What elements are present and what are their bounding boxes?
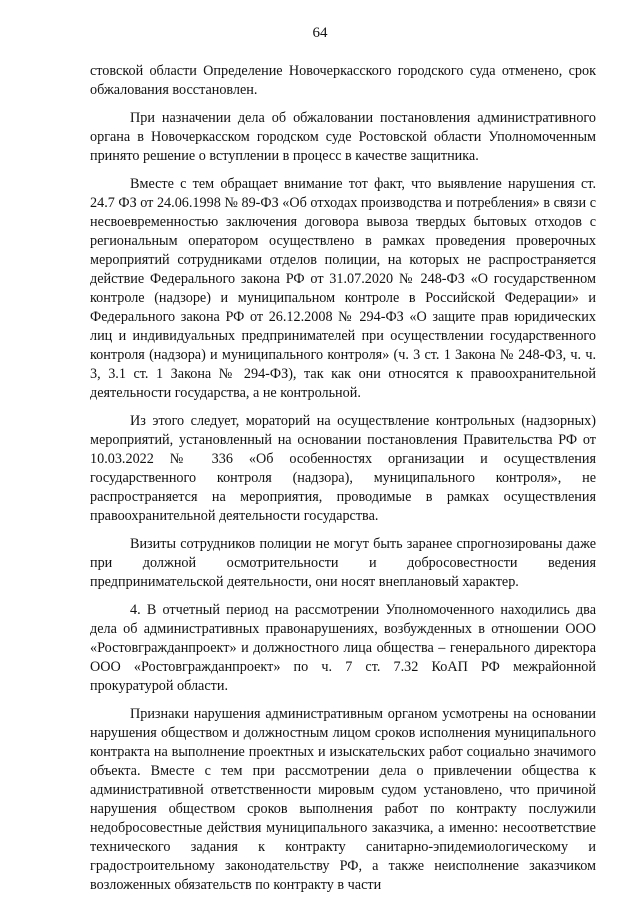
paragraph-police-visits: Визиты сотрудников полиции не могут быть заранее спрогнозированы даже при должной осмотрительности и добросовестности ведения предпринимательской деятельности, они носят внеплановый характер.: [90, 536, 596, 590]
paragraph-case-four: 4. В отчетный период на рассмотрении Уполномоченного находились два дела об административных правонарушениях, возбужденных в отношении ООО «Ростовгражданпроект» и должностного лица общества – генерального директора ООО «Ростовгражданпроект» по ч. 7 ст. 7.32 КоАП РФ межрайонной прокуратурой области.: [90, 602, 596, 694]
paragraph-police-inspection: Вместе с тем обращает внимание тот факт, что выявление нарушения ст. 24.7 ФЗ от 24.06.1998 № 89-ФЗ «Об отходах производства и потребления» в связи с несвоевременностью заключения договора вывоза твердых бытовых отходов с региональным оператором осуществлено в рамках проведения проверочных мероприятий сотрудниками отделов полиции, на которых не распространяется действие Федерального закона РФ от 31.07.2020 № 248-ФЗ «О государственном контроле (надзоре) и муниципальном контроле в Российской Федерации» и Федерального закона РФ от 26.12.2008 № 294-ФЗ «О защите прав юридических лиц и индивидуальных предпринимателей при осуществлении государственного контроля (надзора) и муниципального контроля» (ч. 3 ст. 1 Закона № 248-ФЗ, ч. ч. 3, 3.1 ст. 1 Закона № 294-ФЗ), так как они относятся к правоохранительной деятельности государства, а не контрольной.: [90, 176, 596, 401]
paragraph-moratorium: Из этого следует, мораторий на осуществление контрольных (надзорных) мероприятий, установленный на основании постановления Правительства РФ от 10.03.2022 № 336 «Об особенностях организации и осуществления государственного контроля (надзора), муниципального контроля», не распространяется на мероприятия, проводимые в рамках осуществления правоохранительной деятельности государства.: [90, 413, 596, 524]
page-number: 64: [312, 25, 328, 41]
paragraph-violation-signs: Признаки нарушения административным органом усмотрены на основании нарушения обществом и должностным лицом сроков исполнения муниципального контракта на выполнение проектных и изыскательских работ социально значимого объекта. Вместе с тем при рассмотрении дела о привлечении общества к административной ответственности мировым судом установлено, что причиной нарушения обществом сроков выполнения работ по контракту послужили недобросовестные действия муниципального заказчика, а именно: несоответствие технического задания к контракту санитарно-эпидемиологическому и градостроительному законодательству РФ, а также неисполнение заказчиком возложенных обязательств по контракту в части: [90, 706, 596, 893]
document-body: [90, 62, 596, 904]
paragraph-continuation: стовской области Определение Новочеркасского городского суда отменено, срок обжалования восстановлен.: [90, 63, 596, 98]
paragraph-court-appointment: При назначении дела об обжаловании постановления административного органа в Новочеркасском городском суде Ростовской области Уполномоченным принято решение о вступлении в процесс в качестве защитника.: [90, 110, 596, 164]
